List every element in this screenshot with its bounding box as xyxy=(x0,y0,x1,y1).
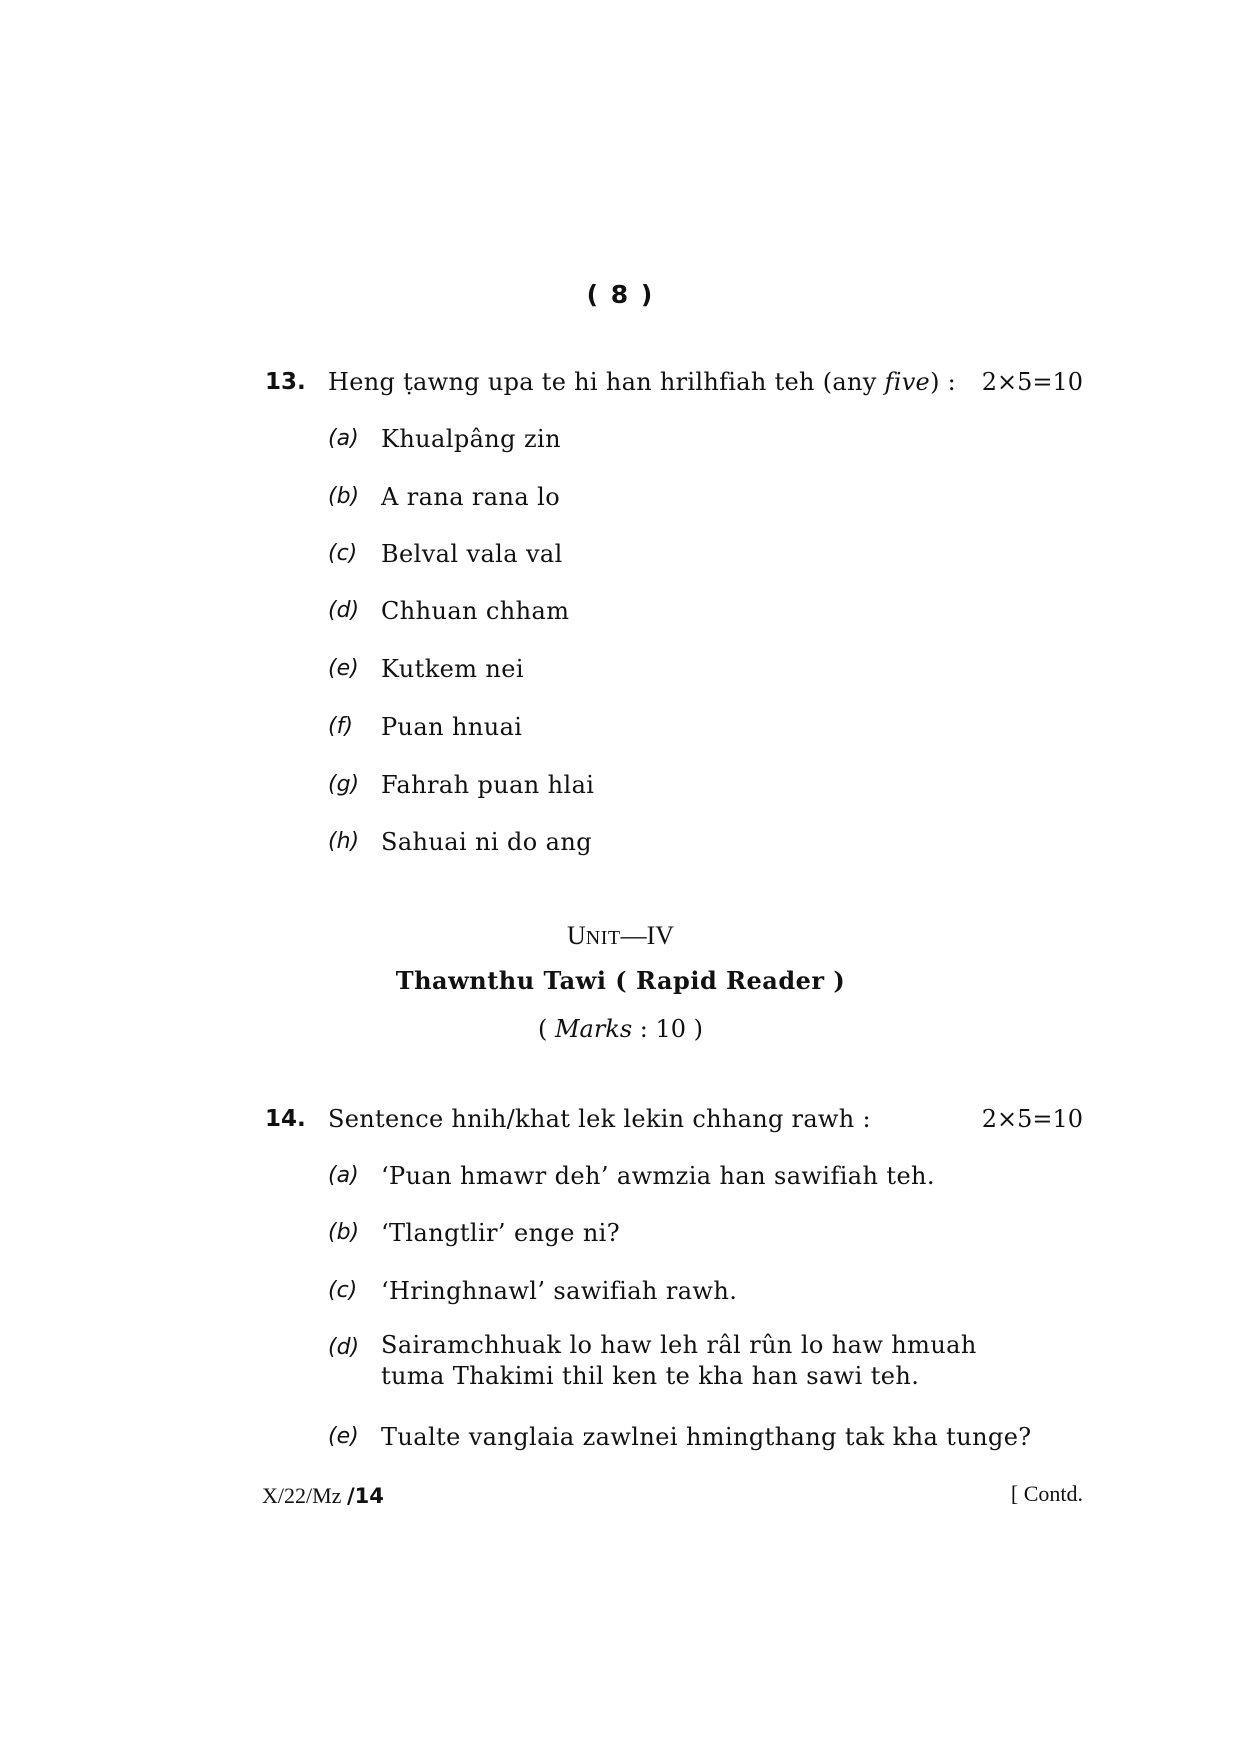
q14-item-e-text: Tualte vanglaia zawlnei hmingthang tak kha tunge? xyxy=(381,1423,1032,1451)
question-13-stem-emphasis: five xyxy=(884,368,931,396)
q14-item-d-label: (d) xyxy=(328,1335,360,1360)
question-13-number: 13. xyxy=(265,369,306,395)
question-13-stem xyxy=(328,368,956,397)
q14-item-d-line-1: Sairamchhuak lo haw leh râl rûn lo haw hmuah xyxy=(381,1331,977,1359)
q14-item-d-line-2: tuma Thakimi thil ken te kha han sawi teh. xyxy=(381,1362,920,1390)
q14-item-a-text: ‘Puan hmawr deh’ awmzia han sawifiah teh. xyxy=(381,1162,935,1190)
question-14-marks: 2×5=10 xyxy=(981,1105,1083,1133)
q14-item-b-label: (b) xyxy=(328,1220,360,1245)
continued-marker: [ Contd. xyxy=(1010,1481,1083,1506)
q14-item-c-text: ‘Hringhnawl’ sawifiah rawh. xyxy=(381,1277,738,1305)
q13-item-f-label: (f) xyxy=(328,714,353,739)
q13-item-h-label: (h) xyxy=(328,829,360,854)
section-marks xyxy=(0,1015,1241,1044)
page-number: ( 8 ) xyxy=(586,280,655,309)
q13-item-c-label: (c) xyxy=(328,541,358,566)
section-marks-value: : 10 ) xyxy=(632,1015,704,1043)
q13-item-g-text: Fahrah puan hlai xyxy=(381,771,595,799)
question-14-number: 14. xyxy=(265,1106,306,1132)
question-13-stem-start: Heng ṭawng upa te hi han hrilhfiah teh (any xyxy=(328,368,885,396)
question-13-marks: 2×5=10 xyxy=(981,368,1083,396)
paper-code-number: /14 xyxy=(346,1484,384,1508)
unit-heading xyxy=(0,920,1241,951)
q14-item-d-text xyxy=(381,1330,977,1392)
q13-item-b-text: A rana rana lo xyxy=(381,483,561,511)
q13-item-d-label: (d) xyxy=(328,598,360,623)
question-13-stem-end: ) : xyxy=(930,368,957,396)
q13-item-e-label: (e) xyxy=(328,656,359,681)
q14-item-e-label: (e) xyxy=(328,1424,359,1449)
unit-heading-smallcaps: NIT xyxy=(585,927,621,949)
q13-item-a-text: Khualpâng zin xyxy=(381,425,561,453)
section-title: Thawnthu Tawi ( Rapid Reader ) xyxy=(395,966,846,995)
unit-heading-number: —IV xyxy=(620,921,675,950)
q13-item-f-text: Puan hnuai xyxy=(381,713,523,741)
section-marks-label: Marks xyxy=(554,1015,633,1043)
unit-heading-initial: U xyxy=(566,921,586,950)
q14-item-a-label: (a) xyxy=(328,1163,359,1188)
paper-code xyxy=(262,1481,384,1510)
q13-item-e-text: Kutkem nei xyxy=(381,655,524,683)
paper-code-text: X/22/Mz xyxy=(262,1483,347,1508)
q13-item-c-text: Belval vala val xyxy=(381,540,563,568)
section-marks-open: ( xyxy=(537,1015,555,1043)
q13-item-g-label: (g) xyxy=(328,772,360,797)
question-14-stem: Sentence hnih/khat lek lekin chhang rawh : xyxy=(328,1105,871,1133)
q13-item-d-text: Chhuan chham xyxy=(381,597,570,625)
q14-item-c-label: (c) xyxy=(328,1278,358,1303)
q13-item-h-text: Sahuai ni do ang xyxy=(381,828,593,856)
q13-item-b-label: (b) xyxy=(328,484,360,509)
q13-item-a-label: (a) xyxy=(328,426,359,451)
q14-item-b-text: ‘Tlangtlir’ enge ni? xyxy=(381,1219,621,1247)
